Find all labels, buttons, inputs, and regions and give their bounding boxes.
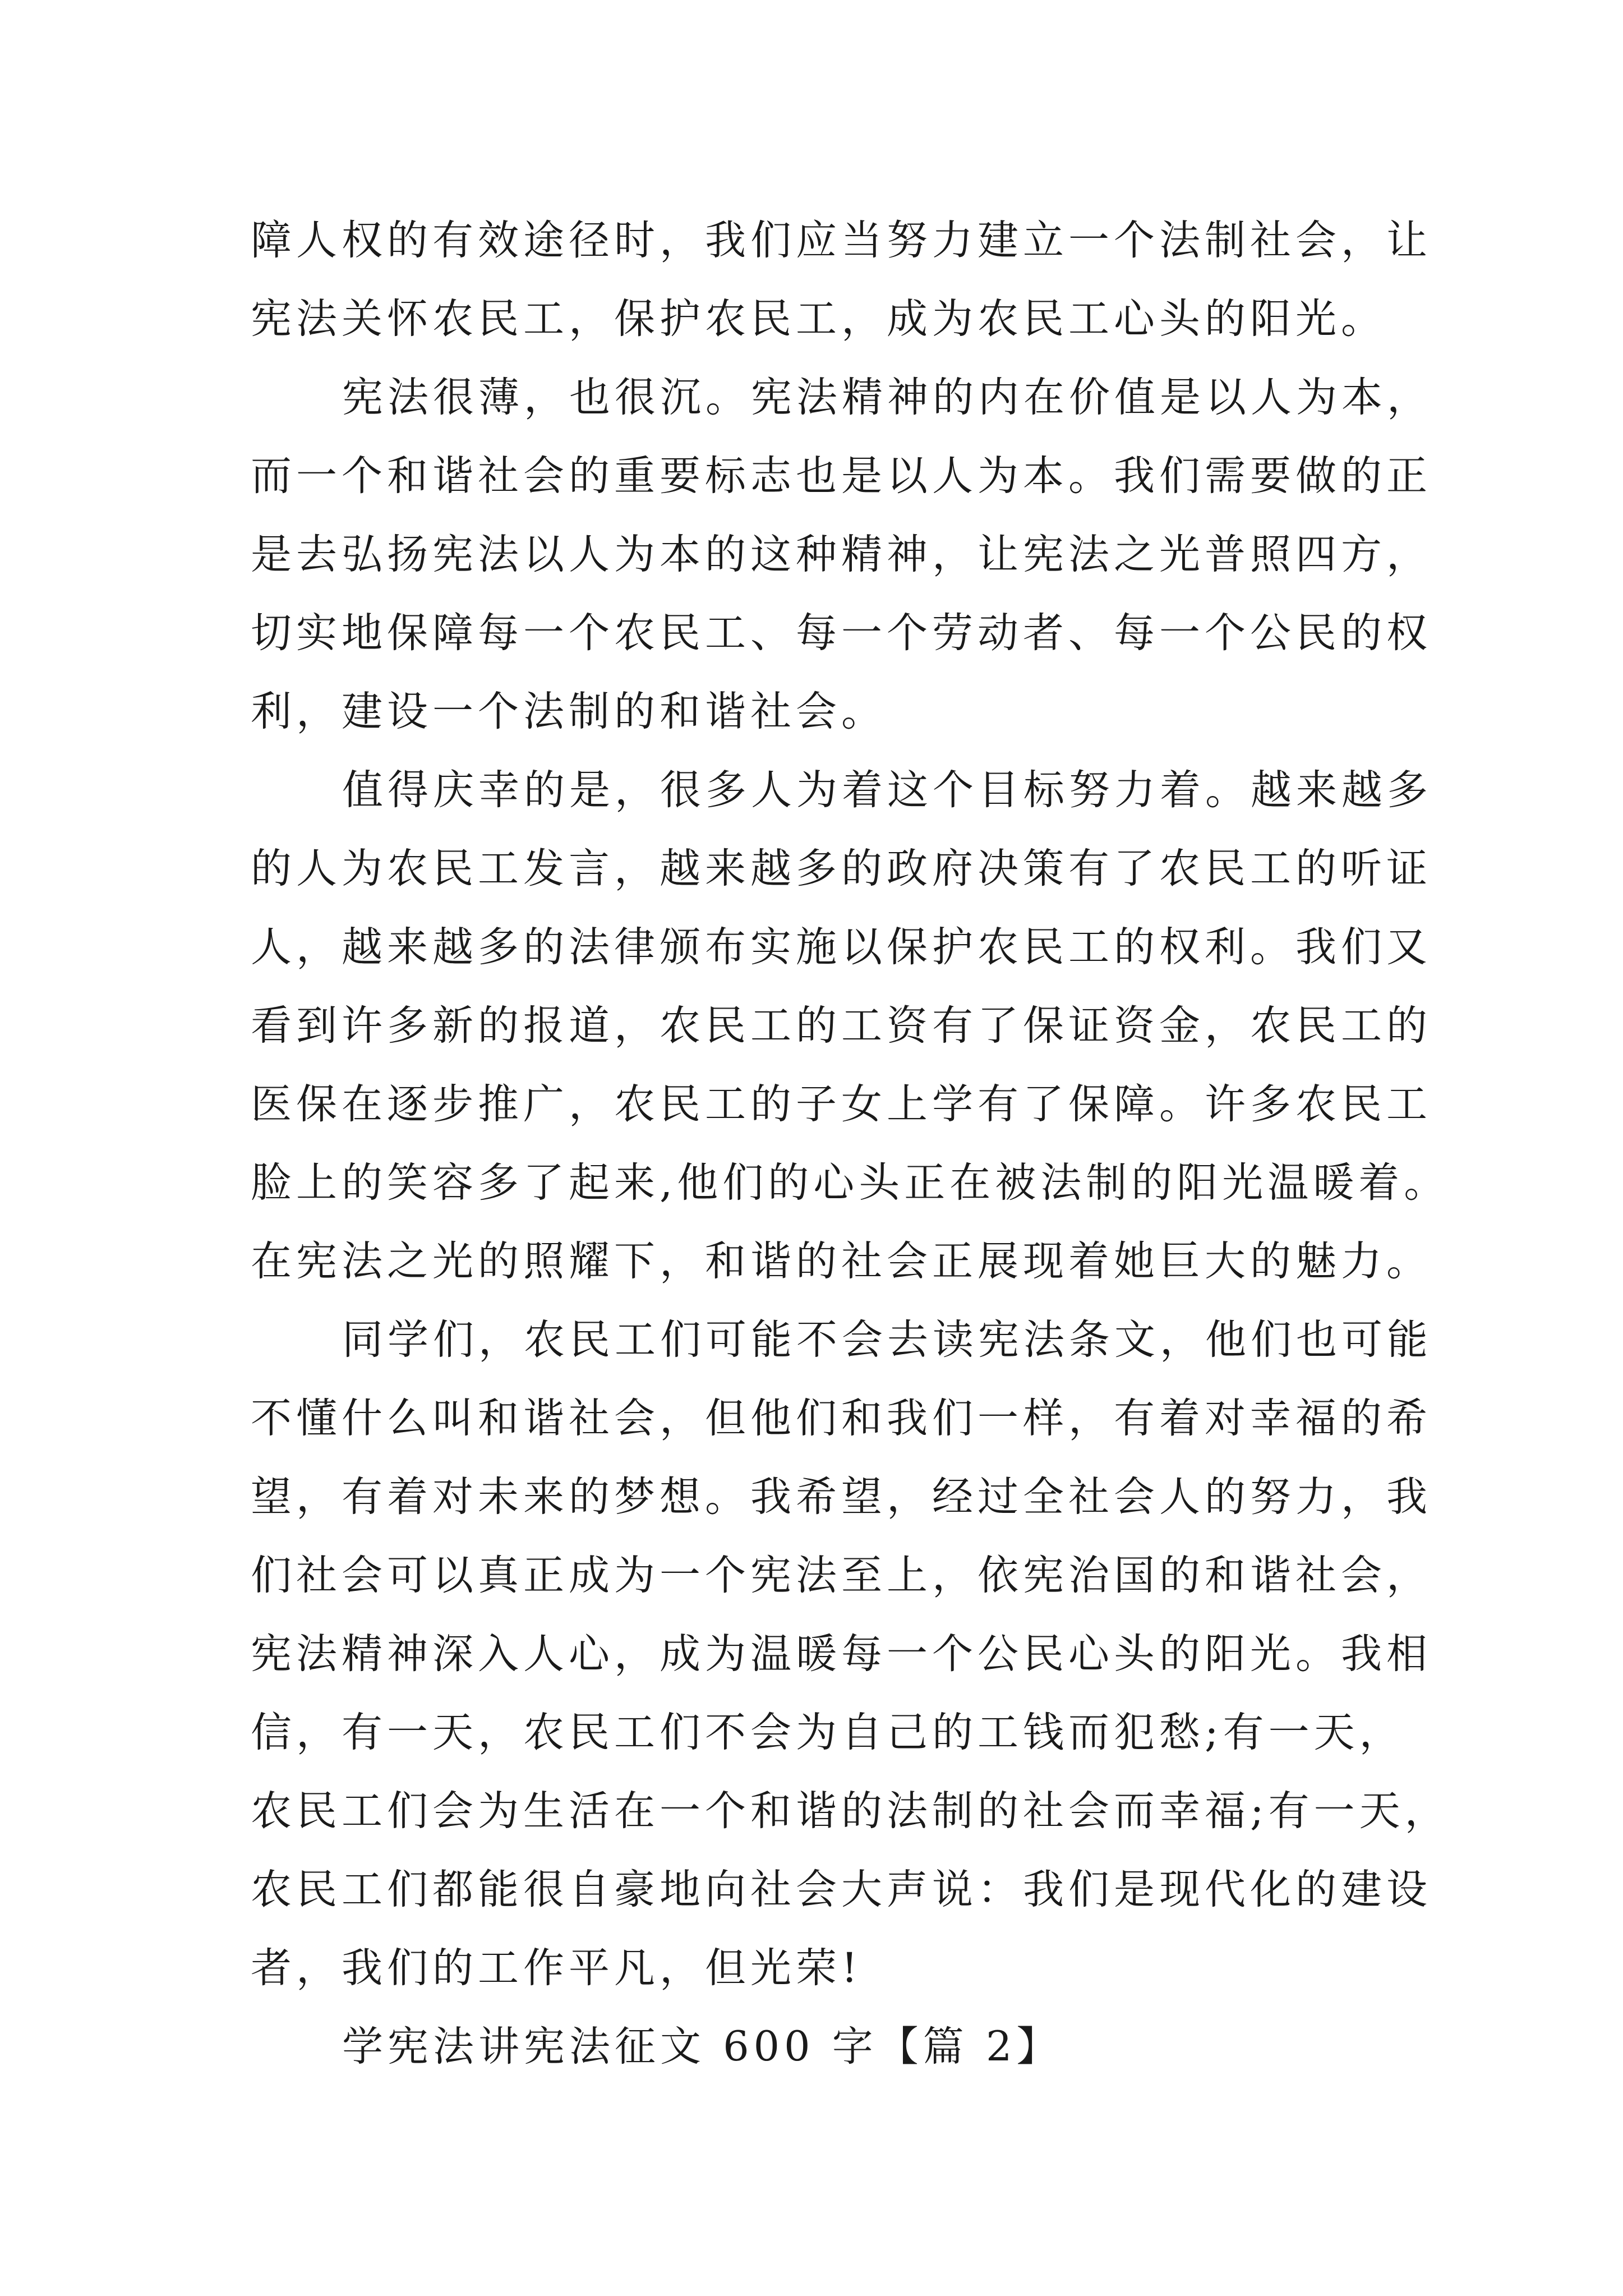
text-line: 医保在逐步推广，农民工的子女上学有了保障。许多农民工	[251, 1080, 1432, 1128]
text-line: 障人权的有效途径时，我们应当努力建立一个法制社会，让	[251, 217, 1432, 264]
text-line: 人，越来越多的法律颁布实施以保护农民工的权利。我们又	[251, 923, 1432, 971]
text-line: 者，我们的工作平凡，但光荣!	[251, 1944, 863, 1992]
text-line: 宪法关怀农民工，保护农民工，成为农民工心头的阳光。	[251, 295, 1386, 343]
text-line: 利，建设一个法制的和谐社会。	[251, 688, 887, 735]
text-line: 宪法精神深入人心，成为温暖每一个公民心头的阳光。我相	[251, 1630, 1432, 1678]
text-line: 而一个和谐社会的重要标志也是以人为本。我们需要做的正	[251, 452, 1432, 500]
text-line: 农民工们会为生活在一个和谐的法制的社会而幸福;有一天，	[251, 1787, 1450, 1835]
text-line: 脸上的笑容多了起来,他们的心头正在被法制的阳光温暖着。	[251, 1159, 1450, 1207]
text-line: 切实地保障每一个农民工、每一个劳动者、每一个公民的权	[251, 609, 1432, 657]
paragraph-start-line: 值得庆幸的是，很多人为着这个目标努力着。越来越多	[342, 766, 1432, 814]
text-line: 的人为农民工发言，越来越多的政府决策有了农民工的听证	[251, 845, 1432, 892]
text-line: 信，有一天，农民工们不会为自己的工钱而犯愁;有一天，	[251, 1709, 1405, 1756]
text-line: 农民工们都能很自豪地向社会大声说：我们是现代化的建设	[251, 1866, 1432, 1913]
paragraph-start-line: 同学们，农民工们可能不会去读宪法条文，他们也可能	[342, 1316, 1432, 1364]
text-line: 不懂什么叫和谐社会，但他们和我们一样，有着对幸福的希	[251, 1395, 1432, 1442]
text-line: 是去弘扬宪法以人为本的这种精神，让宪法之光普照四方，	[251, 531, 1432, 578]
text-line: 看到许多新的报道，农民工的工资有了保证资金，农民工的	[251, 1002, 1432, 1050]
text-line: 在宪法之光的照耀下，和谐的社会正展现着她巨大的魅力。	[251, 1237, 1432, 1285]
text-line: 望，有着对未来的梦想。我希望，经过全社会人的努力，我	[251, 1473, 1432, 1521]
paragraph-start-line: 宪法很薄，也很沉。宪法精神的内在价值是以人为本，	[342, 374, 1432, 421]
section-heading: 学宪法讲宪法征文 600 字【篇 2】	[342, 2023, 1062, 2070]
text-line: 们社会可以真正成为一个宪法至上，依宪治国的和谐社会，	[251, 1552, 1432, 1599]
